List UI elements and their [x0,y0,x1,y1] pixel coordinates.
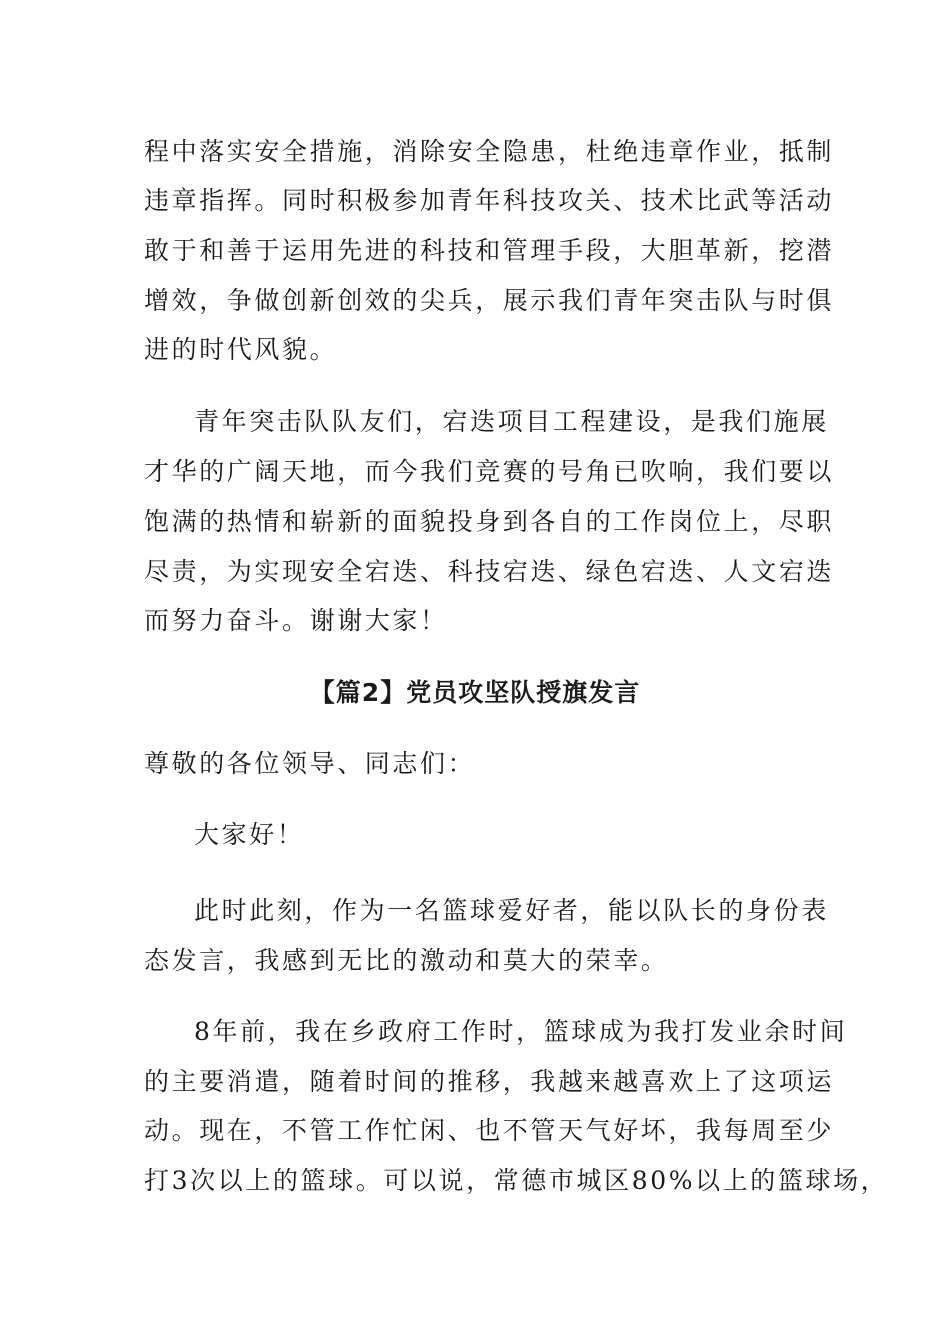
paragraph-line: 才华的广阔天地，而今我们竞赛的号角已吹响，我们要以 [144,457,835,486]
paragraph-line: 此时此刻，作为一名篮球爱好者，能以队长的身份表 [194,896,829,925]
paragraph-line: 而努力奋斗。谢谢大家！ [144,606,448,635]
paragraph-line: 增效，争做创新创效的尖兵，展示我们青年突击队与时俱 [144,286,835,315]
paragraph-line: 进的时代风貌。 [144,335,338,364]
paragraph-line: 青年突击队队友们，宕迭项目工程建设，是我们施展 [194,407,829,436]
paragraph-line: 敢于和善于运用先进的科技和管理手段，大胆革新，挖潜 [144,236,835,265]
paragraph-line: 尽责，为实现安全宕迭、科技宕迭、绿色宕迭、人文宕迭 [144,557,835,586]
paragraph-line: 动。现在，不管工作忙闲、也不管天气好坏，我每周至少 [144,1116,835,1145]
paragraph-line: 8年前，我在乡政府工作时，篮球成为我打发业余时间 [194,1017,848,1046]
section-heading: 【篇2】党员攻坚队授旗发言 [309,678,641,707]
salutation: 尊敬的各位领导、同志们： [144,749,476,778]
paragraph-line: 打3次以上的篮球。可以说，常德市城区80%以上的篮球场， [144,1166,889,1195]
paragraph-line: 违章指挥。同时积极参加青年科技攻关、技术比武等活动 [144,186,835,215]
greeting: 大家好！ [194,820,305,849]
paragraph-line: 程中落实安全措施，消除安全隐患，杜绝违章作业，抵制 [144,137,835,166]
paragraph-line: 饱满的热情和崭新的面貌投身到各自的工作岗位上，尽职 [144,507,835,536]
paragraph-line: 态发言，我感到无比的激动和莫大的荣幸。 [144,946,669,975]
paragraph-line: 的主要消遣，随着时间的推移，我越来越喜欢上了这项运 [144,1067,835,1096]
